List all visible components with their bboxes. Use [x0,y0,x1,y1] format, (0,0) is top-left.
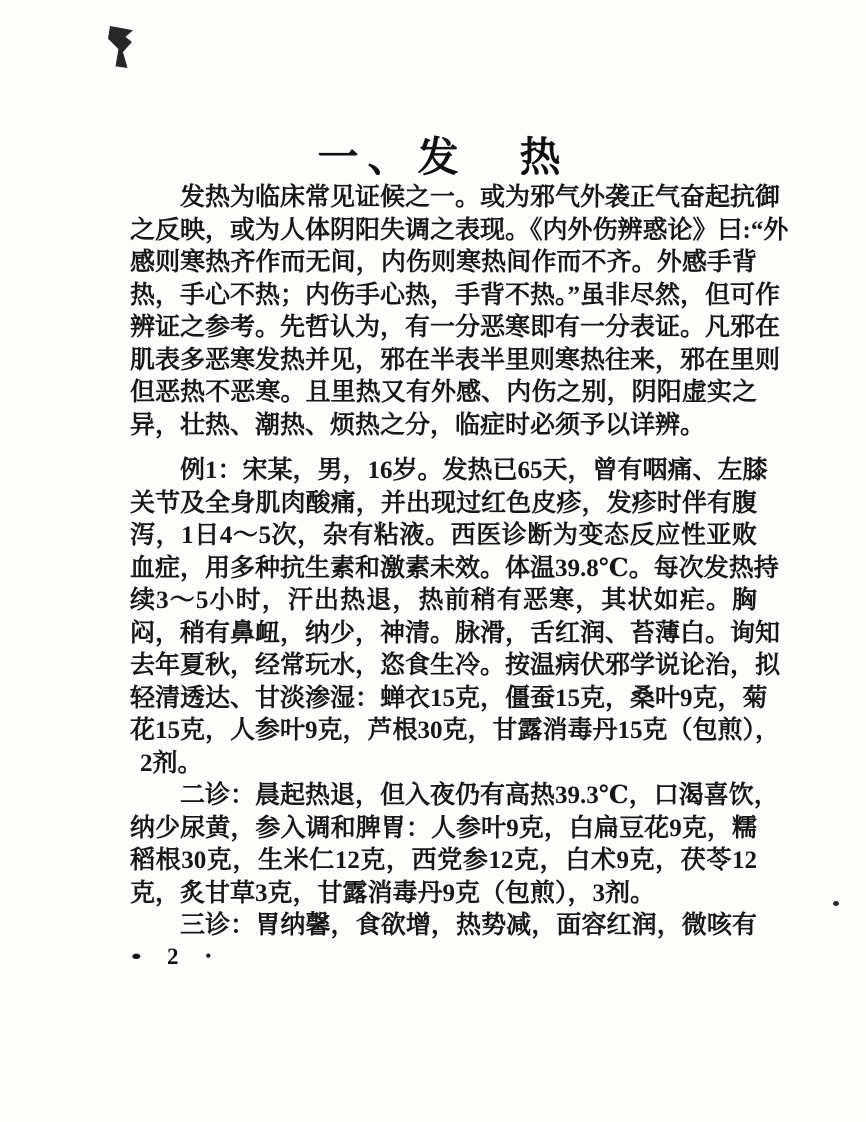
scan-dot-artifact [833,901,839,906]
text-line: 2剂。 [140,749,203,777]
text-line: 纳少尿黄，参入调和脾胃：人参叶9克，白扁豆花9克，糯 [130,814,757,842]
text-line: 感则寒热齐作而无间，内伤则寒热间作而不齐。外感手背 [130,249,757,276]
paragraph-intro [130,182,789,442]
text-line: 但恶热不恶寒。且里热又有外感、内伤之别，阴阳虚实之 [130,379,757,406]
text-line: 花15克，人参叶9克，芦根30克，甘露消毒丹15克（包煎）， [130,717,781,744]
text-line: 三诊：胃纳馨，食欲增，热势减，面容红润，微咳有 [180,912,757,939]
text-line: 轻清透达、甘淡渗湿：蝉衣15克，僵蚕15克，桑叶9克，菊 [130,684,768,712]
text-line: 之反映，或为人体阴阳失调之表现。《内外伤辨惑论》曰:“外 [130,216,789,244]
text-line: 续3～5小时，汗出热退，热前稍有恶寒，其状如疟。胸 [130,587,757,614]
paragraph-case1 [130,455,781,780]
text-line: 肌表多恶寒发热并见，邪在半表半里则寒热往来，邪在里则 [130,346,781,374]
paragraph-visit3 [130,910,757,943]
text-line: 稻根30克，生米仁12克，西党参12克，白术9克，茯苓12 [130,847,757,874]
chapter-title-right: 热 [519,134,570,180]
text-line: 关节及全身肌肉酸痛，并出现过红色皮疹，发疹时伴有腹 [130,489,757,517]
text-line: 泻，1日4～5次，杂有粘液。西医诊断为变态反应性亚败 [130,522,757,549]
text-line: 去年夏秋，经常玩水，恣食生冷。按温病伏邪学说论治，拟 [130,652,781,679]
page-number: 2 [167,944,179,969]
text-line: 例1：宋某，男，16岁。发热已65天，曾有咽痛、左膝 [180,457,768,484]
footer-left-dot-icon: • [128,945,144,968]
text-line: 二诊：晨起热退，但入夜仍有高热39.3℃，口渴喜饮， [180,782,779,809]
text-line: 辨证之参考。先哲认为，有一分恶寒即有一分表证。凡邪在 [130,314,781,341]
text-line: 发热为临床常见证候之一。或为邪气外袭正气奋起抗御 [180,184,781,211]
text-line: 克，炙甘草3克，甘露消毒丹9克（包煎），3剂。 [130,879,656,907]
footer-right-dot-icon: • [205,948,212,965]
body-text [130,182,789,943]
chapter-title-left: 一、发 [317,134,468,180]
scan-ink-artifact [108,26,133,68]
text-line: 异，壮热、潮热、烦热之分，临症时必须予以详辨。 [130,411,706,439]
text-line: 闷，稍有鼻衄，纳少，神清。脉滑，舌红润、苔薄白。询知 [130,619,781,647]
text-line: 血症，用多种抗生素和激素未效。体温39.8℃。每次发热持 [130,554,779,582]
text-line: 热，手心不热；内伤手心热，手背不热。”虽非尽然，但可作 [130,281,781,309]
page-number-footer [128,944,212,970]
paragraph-visit2 [130,780,779,910]
chapter-title [130,124,757,183]
